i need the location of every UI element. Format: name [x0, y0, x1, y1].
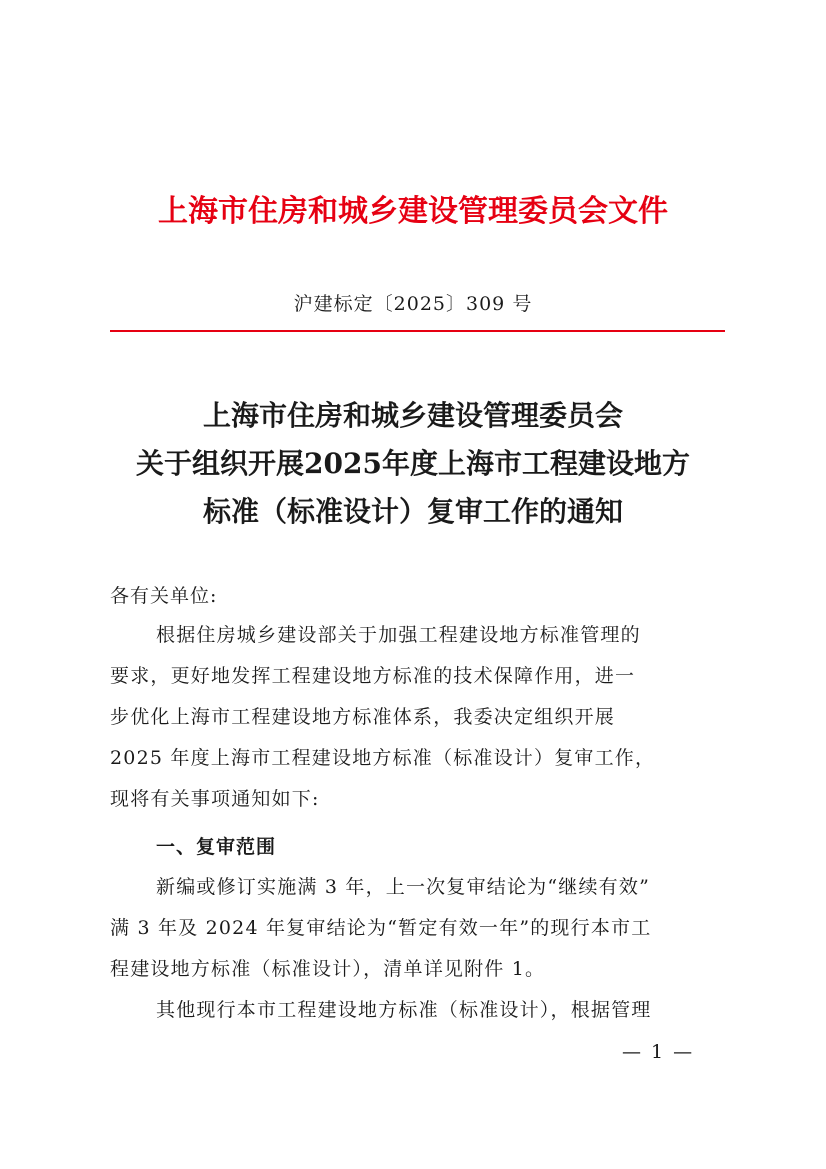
scope-p2-line-1: 其他现行本市工程建设地方标准（标准设计），根据管理 — [156, 999, 652, 1021]
notice-title-line-1: 上海市住房和城乡建设管理委员会 — [202, 399, 623, 432]
intro-line-5: 现将有关事项通知如下: — [110, 788, 320, 810]
intro-line-3: 步优化上海市工程建设地方标准体系，我委决定组织开展 — [110, 706, 616, 728]
intro-line-4: 2025 年度上海市工程建设地方标准（标准设计）复审工作， — [110, 747, 656, 769]
notice-title-line-2: 关于组织开展2025年度上海市工程建设地方 — [136, 447, 690, 480]
salutation: 各有关单位: — [110, 585, 218, 607]
scope-paragraph-2 — [110, 990, 718, 1031]
notice-title — [0, 392, 826, 536]
intro-line-2: 要求，更好地发挥工程建设地方标准的技术保障作用，进一 — [110, 665, 636, 687]
document-number: 沪建标定〔2025〕309 号 — [293, 293, 533, 315]
scope-p1-line-1: 新编或修订实施满 3 年，上一次复审结论为“继续有效” — [156, 876, 650, 898]
section-heading-scope: 一、复审范围 — [156, 836, 277, 858]
red-separator-line — [110, 330, 725, 332]
scope-paragraph-1 — [110, 867, 718, 990]
issuer-title: 上海市住房和城乡建设管理委员会文件 — [158, 194, 668, 229]
intro-paragraph — [110, 615, 718, 820]
scope-p1-line-2: 满 3 年及 2024 年复审结论为“暂定有效一年”的现行本市工 — [110, 917, 652, 939]
page-number: — 1 — — [622, 1041, 695, 1063]
scope-p1-line-3: 程建设地方标准（标准设计），清单详见附件 1。 — [110, 958, 546, 980]
intro-line-1: 根据住房城乡建设部关于加强工程建设地方标准管理的 — [156, 624, 641, 646]
notice-title-line-3: 标准（标准设计）复审工作的通知 — [202, 495, 623, 528]
